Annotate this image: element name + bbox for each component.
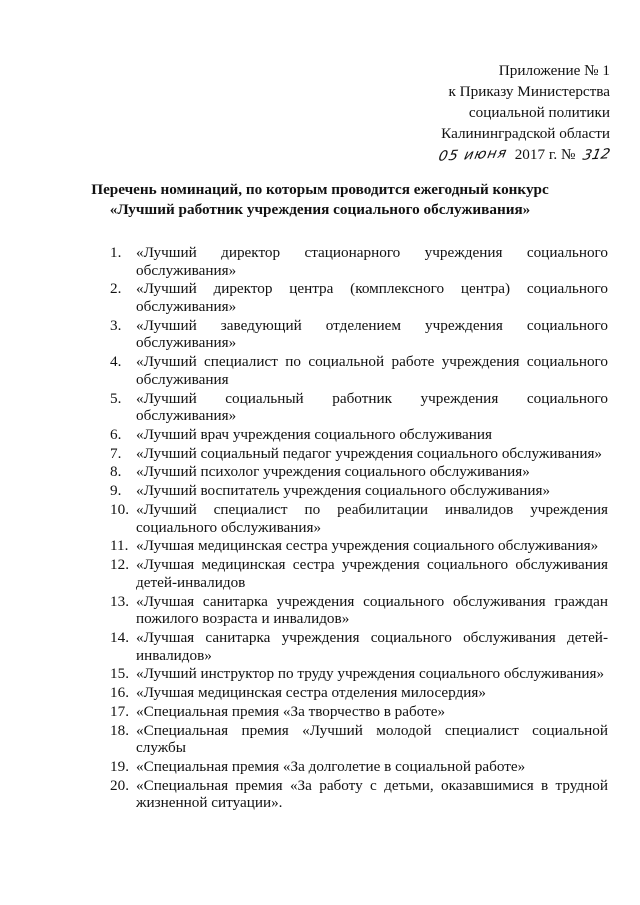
nomination-number: 7. xyxy=(110,444,122,462)
nomination-text: «Лучший специалист по социальной работе учреждения социального обслуживания xyxy=(136,353,608,388)
nomination-text: «Лучший инструктор по труду учреждения социального обслуживания» xyxy=(136,665,605,683)
nomination-number: 6. xyxy=(110,425,122,443)
nomination-number: 9. xyxy=(110,482,122,500)
nomination-text: «Специальная премия «За долголетие в социальной работе» xyxy=(136,758,526,775)
nomination-number: 19. xyxy=(110,758,129,775)
nomination-text: «Лучший специалист по реабилитации инвалидов учреждения социального обслуживания» xyxy=(136,501,608,536)
nomination-number: 20. xyxy=(110,776,129,794)
nomination-text: «Лучший социальный педагог учреждения социального обслуживания» xyxy=(136,444,603,462)
title-line-2: «Лучший работник учреждения социального обслуживания» xyxy=(109,201,531,218)
nominations-list xyxy=(110,244,608,813)
handwritten-date: 05 июня xyxy=(437,145,509,165)
nomination-text: «Специальная премия «За работу с детьми, оказавшимися в трудной жизненной ситуации». xyxy=(136,776,608,812)
nomination-item xyxy=(110,722,608,757)
nomination-number: 2. xyxy=(110,280,122,298)
nomination-item xyxy=(110,501,608,536)
appendix-line-4: Калининградской области xyxy=(441,125,610,142)
nomination-item xyxy=(110,777,608,812)
order-year-text: 2017 г. № xyxy=(514,146,576,163)
nomination-item xyxy=(110,280,608,315)
nomination-text: «Лучший социальный работник учреждения социального обслуживания» xyxy=(136,389,608,425)
order-date-line xyxy=(439,144,610,166)
nomination-item xyxy=(110,390,608,425)
nomination-number: 14. xyxy=(110,628,129,646)
nomination-number: 18. xyxy=(110,721,129,739)
appendix-line-3: социальной политики xyxy=(468,104,610,121)
nomination-text: «Лучшая медицинская сестра учреждения социального обслуживания детей-инвалидов xyxy=(136,556,608,591)
handwritten-order-number: 312 xyxy=(581,146,612,164)
nomination-number: 17. xyxy=(110,702,129,720)
nomination-item xyxy=(110,758,608,776)
nomination-number: 16. xyxy=(110,684,129,702)
nomination-text: «Лучший психолог учреждения социального обслуживания» xyxy=(136,463,530,481)
nomination-text: «Лучшая медицинская сестра отделения милосердия» xyxy=(136,684,486,702)
nomination-item xyxy=(110,593,608,628)
nomination-item xyxy=(110,445,608,463)
nomination-text: «Лучшая санитарка учреждения социального обслуживания детей-инвалидов» xyxy=(136,628,608,664)
nomination-number: 1. xyxy=(110,244,122,261)
nomination-number: 3. xyxy=(110,316,122,334)
nomination-item xyxy=(110,629,608,664)
nomination-text: «Лучший директор стационарного учреждения социального обслуживания» xyxy=(136,244,608,279)
nomination-text: «Лучший воспитатель учреждения социального обслуживания» xyxy=(136,482,551,500)
nomination-number: 10. xyxy=(110,501,129,518)
nomination-item xyxy=(110,482,608,500)
nomination-number: 4. xyxy=(110,353,122,371)
document-title xyxy=(0,180,640,220)
nomination-item xyxy=(110,703,608,721)
nomination-text: «Лучшая санитарка учреждения социального обслуживания граждан пожилого возраста и инвалидов» xyxy=(136,592,608,628)
nomination-item xyxy=(110,684,608,702)
nomination-item xyxy=(110,244,608,279)
nomination-item xyxy=(110,665,608,683)
appendix-header xyxy=(439,60,610,166)
nomination-number: 12. xyxy=(110,556,129,574)
nomination-text: «Лучший заведующий отделением учреждения социального обслуживания» xyxy=(136,316,608,352)
nomination-item xyxy=(110,317,608,352)
nomination-number: 13. xyxy=(110,592,129,610)
nomination-number: 11. xyxy=(110,537,129,555)
nomination-number: 8. xyxy=(110,463,122,481)
nomination-text: «Специальная премия «Лучший молодой специалист социальной службы xyxy=(136,721,608,757)
nomination-text: «Лучшая медицинская сестра учреждения социального обслуживания» xyxy=(136,537,599,555)
nomination-text: «Специальная премия «За творчество в работе» xyxy=(136,702,446,720)
appendix-line-1: Приложение № 1 xyxy=(498,62,610,79)
nomination-item xyxy=(110,353,608,388)
nomination-item xyxy=(110,463,608,481)
title-line-1: Перечень номинаций, по которым проводится ежегодный конкурс xyxy=(91,181,549,198)
appendix-line-2: к Приказу Министерства xyxy=(448,83,610,100)
nomination-number: 5. xyxy=(110,389,122,407)
nomination-text: «Лучший директор центра (комплексного центра) социального обслуживания» xyxy=(136,280,608,315)
nomination-item xyxy=(110,537,608,555)
nomination-text: «Лучший врач учреждения социального обслуживания xyxy=(136,425,492,443)
nomination-number: 15. xyxy=(110,665,129,683)
nomination-item xyxy=(110,556,608,591)
nomination-item xyxy=(110,426,608,444)
